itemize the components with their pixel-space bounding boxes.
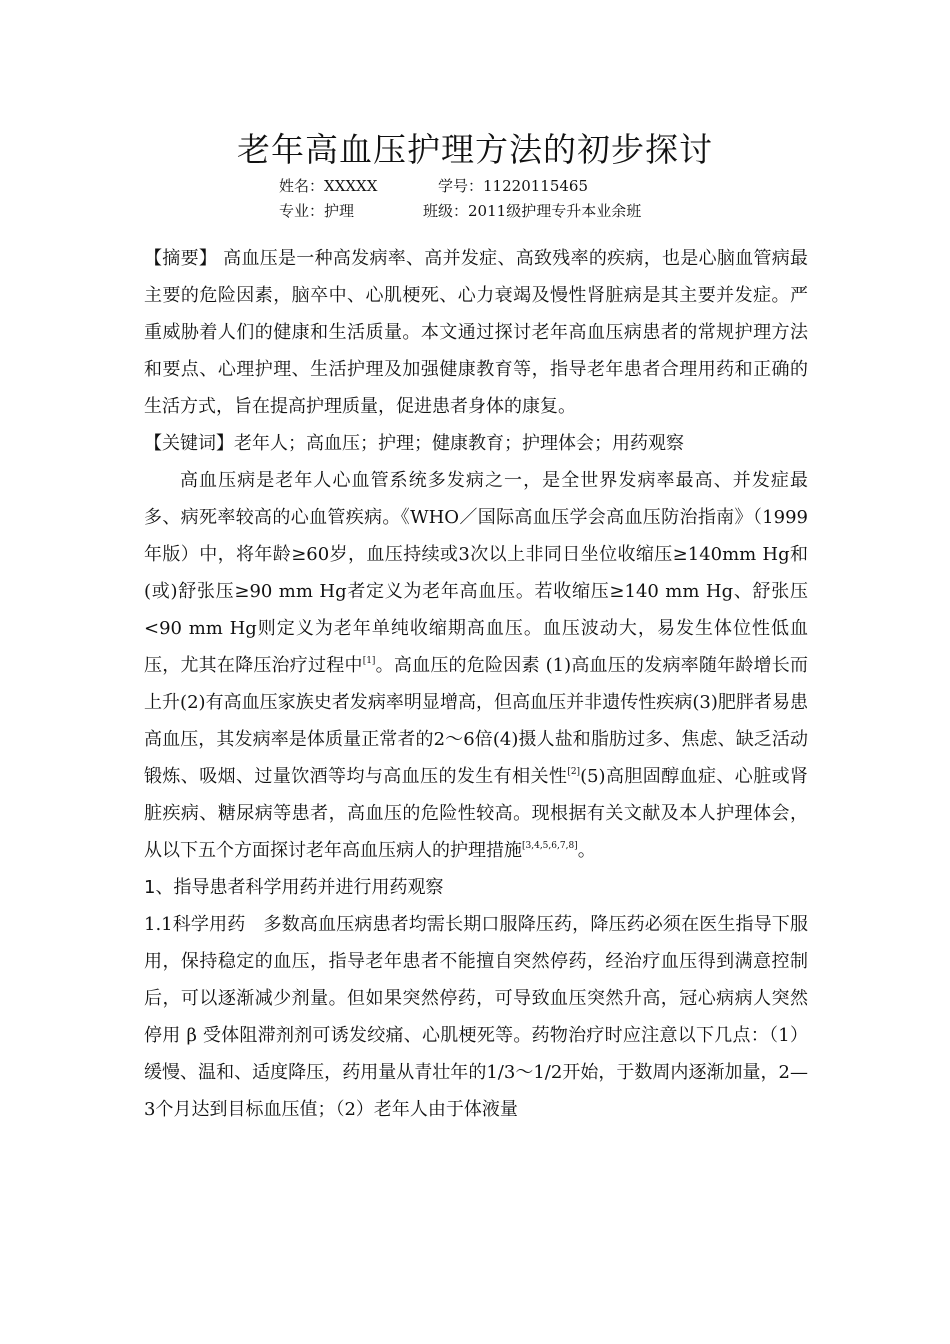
intro-text-3: (5)高胆固醇血症、心脏或肾脏疾病、糖尿病等患者，高血压的危险性较高。现根据有关文献及本人护理体会，从以下五个方面探讨老年高血压病人的护理措施 [144, 766, 809, 861]
student-id [438, 176, 588, 196]
citation-2: [2] [567, 767, 581, 777]
name-label: 姓名： [279, 177, 325, 195]
abstract-label: 【摘要】 [144, 248, 218, 269]
citation-3: [3,4,5,6,7,8] [522, 841, 578, 851]
document-title: 老年高血压护理方法的初步探讨 [237, 130, 713, 169]
section-1-1-text: 多数高血压病患者均需长期口服降压药，降压药必须在医生指导下服用，保持稳定的血压，指导老年患者不能擅自突然停药，经治疗血压得到满意控制后，可以逐渐减少剂量。但如果突然停药，可导致血压突然升高，冠心病病人突然停用 β 受体阻滞剂剂可诱发绞痛、心肌梗死等。药物治疗时应注意以下几点：（1）缓慢、温和、适度降压，药用量从青壮年的1/3～1/2开始，于数周内逐渐加量，2—3个月达到目标血压值；（2）老年人由于体液量 [144, 914, 808, 1120]
section-1-1-label: 1.1科学用药 [144, 914, 246, 935]
class-value: 2011级护理专升本业余班 [468, 202, 642, 220]
author-name [279, 176, 377, 196]
intro-text-4: 。 [577, 840, 596, 861]
intro-paragraph [144, 462, 808, 869]
abstract [144, 240, 808, 425]
keywords-text: 老年人；高血压；护理；健康教育；护理体会；用药观察 [234, 433, 684, 454]
id-label: 学号： [438, 177, 484, 195]
major-value: 护理 [324, 202, 355, 220]
keywords [144, 425, 808, 462]
keywords-label: 【关键词】 [144, 433, 234, 454]
citation-1: [1] [362, 656, 376, 666]
intro-text-1: 高血压病是老年人心血管系统多发病之一，是全世界发病率最高、并发症最多、病死率较高的心血管疾病。《WHO／国际高血压学会高血压防治指南》（1999年版）中，将年龄≥60岁，血压持续或3次以上非同日坐位收缩压≥140mm Hg和(或)舒张压≥90 mm Hg者定义为老年高血压。若收缩压≥140 mm Hg、舒张压<90 mm Hg则定义为老年单纯收缩期高血压。血压波动大，易发生体位性低血压，尤其在降压治疗过程中 [144, 470, 808, 676]
name-value: XXXXX [324, 177, 378, 195]
section-1-1 [144, 906, 808, 1128]
document-body [144, 240, 808, 1128]
abstract-text: 高血压是一种高发病率、高并发症、高致残率的疾病，也是心脑血管病最主要的危险因素，脑卒中、心肌梗死、心力衰竭及慢性肾脏病是其主要并发症。严重威胁着人们的健康和生活质量。本文通过探讨老年高血压病患者的常规护理方法和要点、心理护理、生活护理及加强健康教育等，指导老年患者合理用药和正确的生活方式，旨在提高护理质量，促进患者身体的康复。 [144, 248, 809, 417]
major-label: 专业： [279, 202, 325, 220]
class-info [423, 201, 641, 221]
id-value: 11220115465 [483, 177, 588, 195]
major [279, 201, 354, 221]
class-label: 班级： [423, 202, 469, 220]
section-1-heading: 1、指导患者科学用药并进行用药观察 [144, 877, 444, 898]
intro-text-2: 。高血压的危险因素 (1)高血压的发病率随年龄增长而上升(2)有高血压家族史者发病率明显增高，但高血压并非遗传性疾病(3)肥胖者易患高血压，其发病率是体质量正常者的2～6倍(4)摄人盐和脂肪过多、焦虑、缺乏活动锻炼、吸烟、过量饮酒等均与高血压的发生有相关性 [144, 655, 809, 787]
